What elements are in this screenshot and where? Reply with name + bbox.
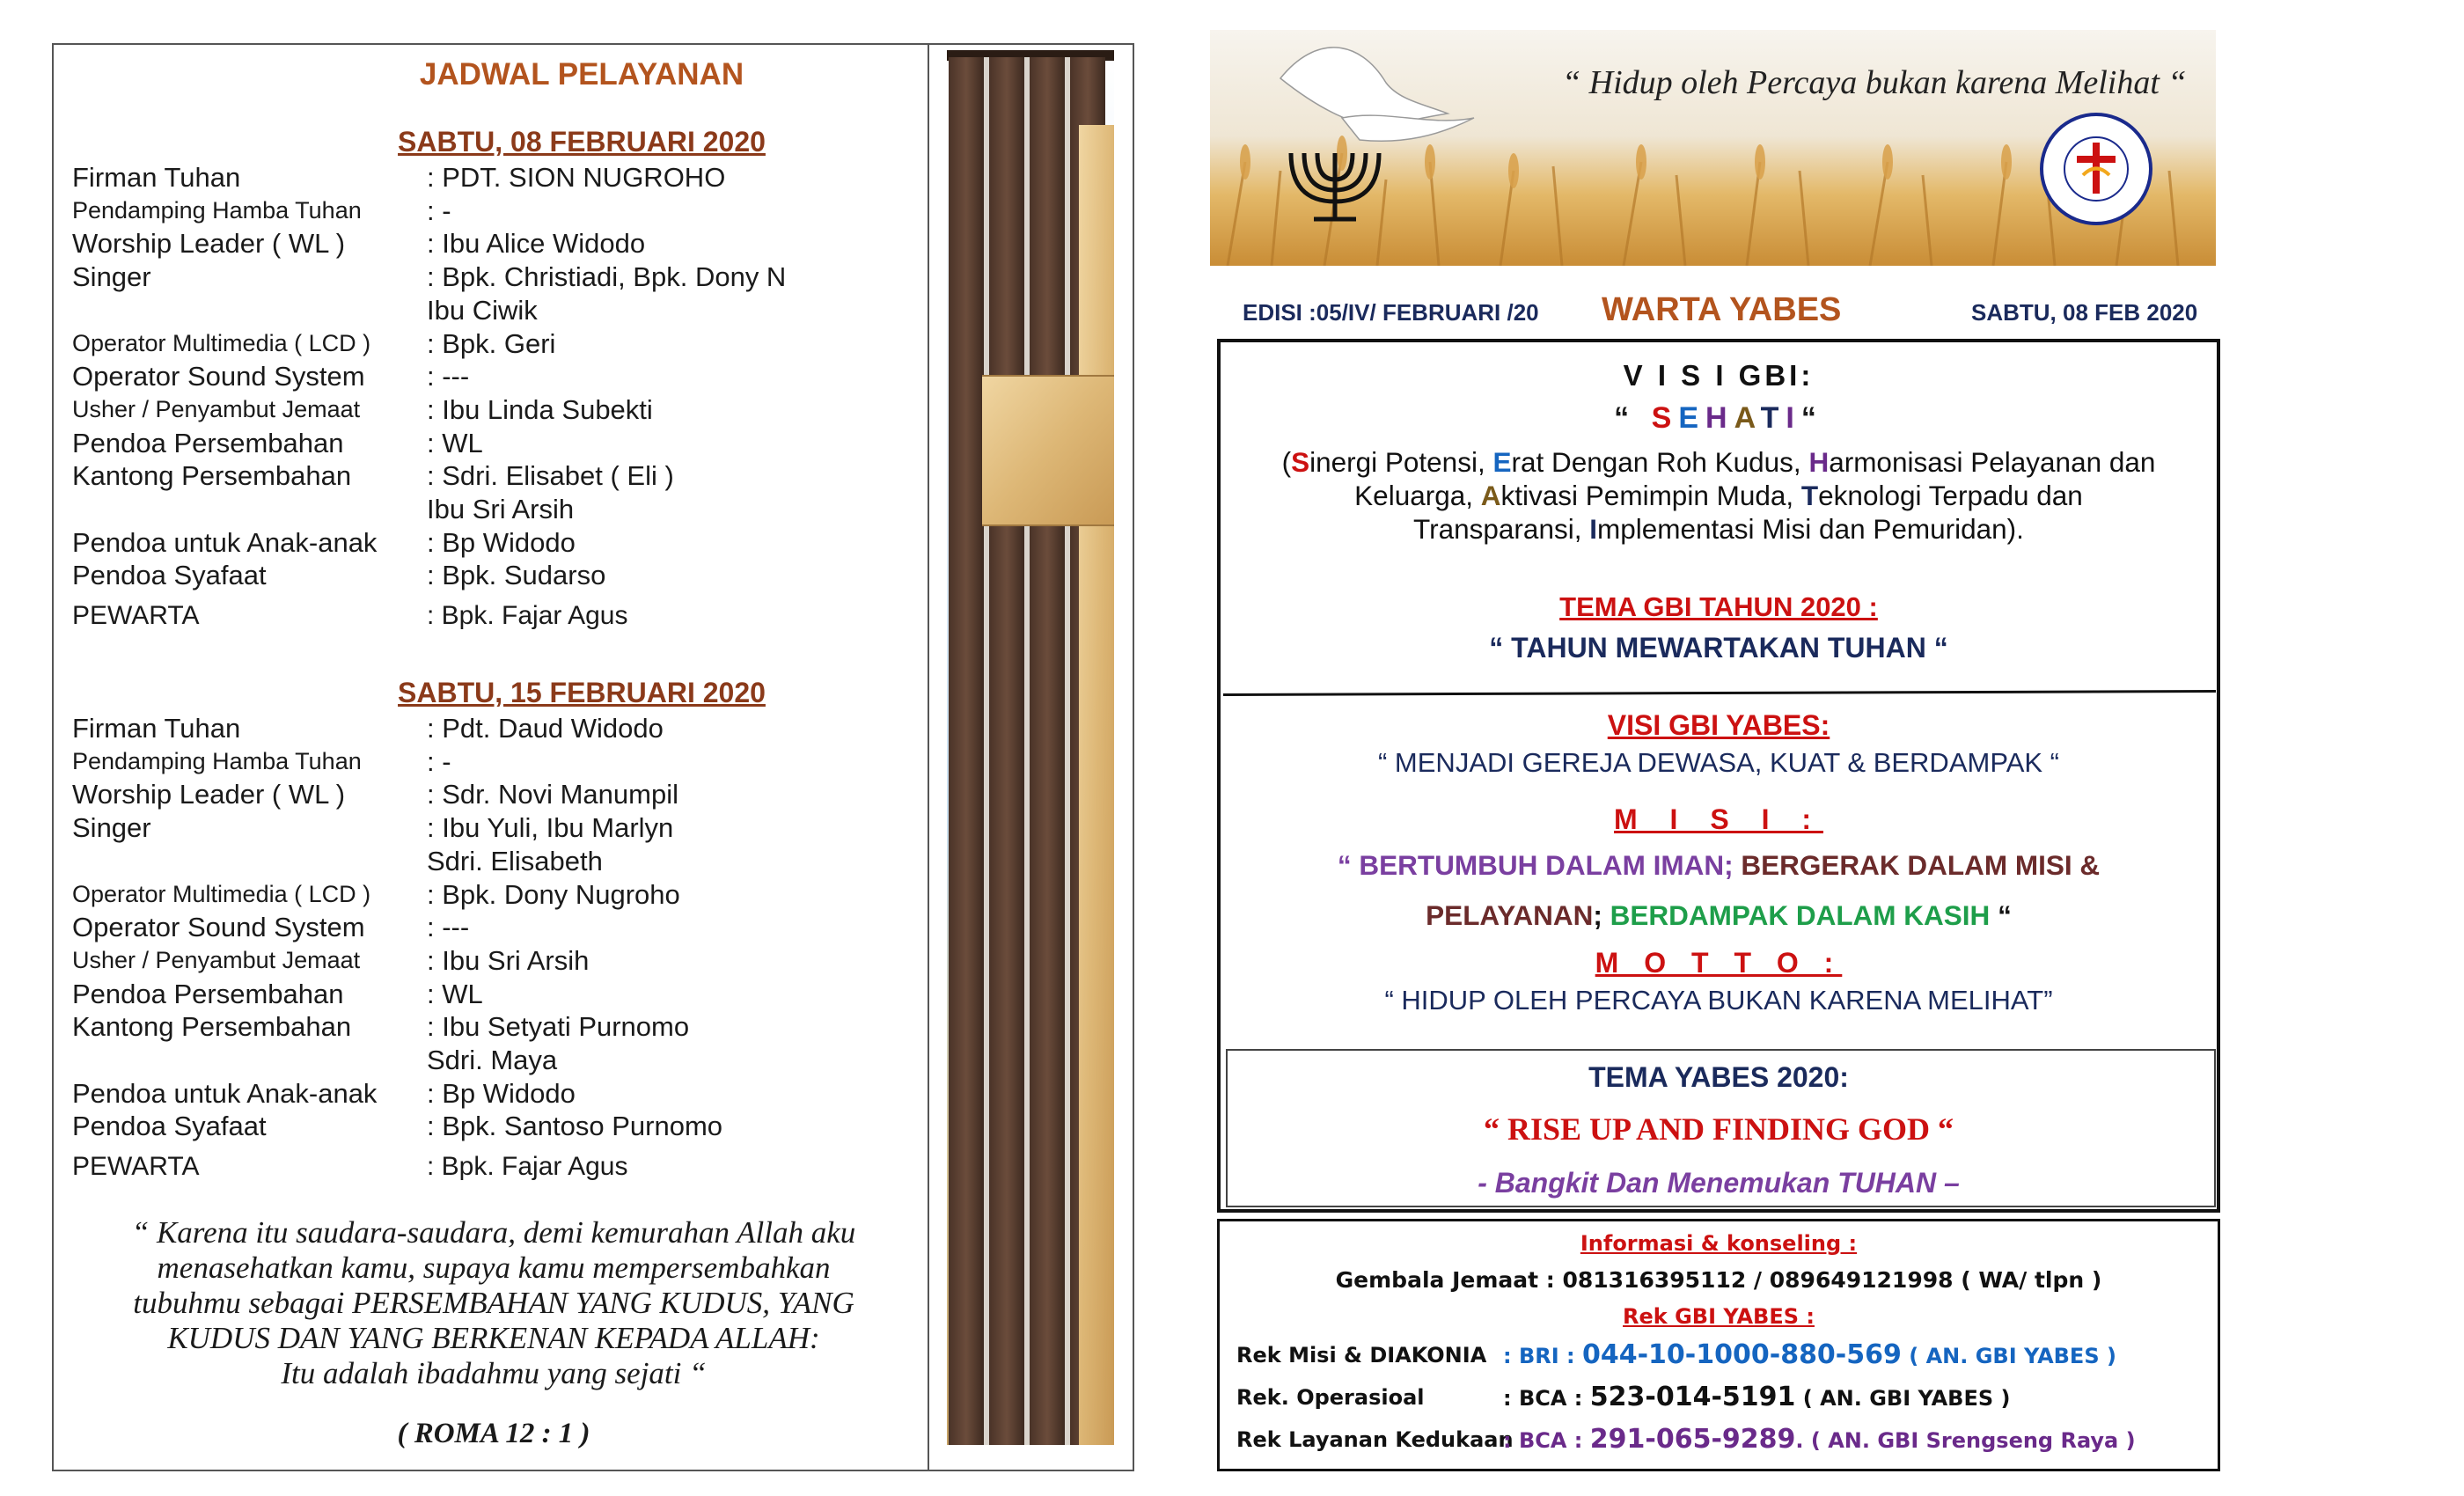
schedule-role: Singer	[72, 261, 151, 293]
schedule-person: : WL	[427, 427, 483, 458]
quote-mark: “	[1800, 401, 1823, 435]
schedule-row	[72, 1077, 917, 1111]
visi-text-segment: armonisasi Pelayanan dan Keluarga,	[1354, 446, 2156, 511]
motto-title: M O T T O :	[1595, 947, 1843, 979]
account-owner: ( AN. GBI YABES )	[1901, 1344, 2116, 1368]
visi-text-segment: inergi Potensi,	[1309, 446, 1493, 478]
schedule-row	[72, 393, 917, 427]
schedule-person: : PDT. SION NUGROHO	[427, 162, 726, 193]
schedule-person: : ---	[427, 361, 470, 392]
schedule-role	[72, 845, 427, 878]
schedule-person: : Bpk. Sudarso	[427, 560, 606, 591]
schedule-role: PEWARTA	[72, 601, 200, 631]
misi-text	[1217, 840, 2220, 941]
schedule-date-2: SABTU, 15 FEBRUARI 2020	[398, 677, 766, 708]
column-divider	[928, 43, 929, 1471]
schedule-person: Sdri. Elisabeth	[427, 845, 603, 876]
schedule-role: Pendoa Syafaat	[72, 1111, 267, 1142]
schedule-person: : -	[427, 194, 451, 226]
schedule-person: : Sdri. Elisabet ( Eli )	[427, 460, 674, 492]
bank-name: : BCA :	[1503, 1428, 1590, 1453]
schedule-row	[72, 459, 917, 493]
pastor-contact: Gembala Jemaat : 081316395112 / 089649121998 ( WA/ tlpn )	[1335, 1267, 2102, 1293]
schedule-role: Worship Leader ( WL )	[72, 228, 346, 260]
bulletin-date: SABTU, 08 FEB 2020	[1971, 299, 2198, 326]
schedule-person: : Bpk. Fajar Agus	[427, 1152, 628, 1182]
schedule-row	[72, 778, 917, 811]
bulletin-title: WARTA YABES	[1602, 291, 1842, 328]
account-value	[1503, 1339, 2116, 1370]
schedule-role	[72, 294, 427, 327]
visi-text-segment: H	[1808, 446, 1830, 478]
account-title: Rek GBI YABES :	[1623, 1304, 1815, 1329]
sehati-letter: I	[1786, 401, 1801, 435]
sehati-letter: A	[1734, 401, 1761, 435]
schedule-role: Kantong Persembahan	[72, 1011, 352, 1043]
visi-yabes-text: “ MENJADI GEREJA DEWASA, KUAT & BERDAMPAK “	[1378, 747, 2059, 778]
visi-text-segment: ktivasi Pemimpin Muda,	[1500, 480, 1801, 511]
schedule-person: Ibu Ciwik	[427, 294, 538, 326]
schedule-list-1	[72, 161, 917, 633]
sehati-acronym	[1217, 401, 2220, 436]
misi-text-segment: “	[1990, 899, 2012, 931]
schedule-person: : Ibu Yuli, Ibu Marlyn	[427, 812, 674, 844]
schedule-row	[72, 260, 917, 294]
schedule-person: : ---	[427, 912, 470, 943]
schedule-row	[72, 911, 917, 944]
schedule-row	[72, 745, 917, 779]
visi-text-segment: A	[1480, 480, 1501, 511]
schedule-role: Pendoa untuk Anak-anak	[72, 526, 378, 558]
schedule-person: : Ibu Linda Subekti	[427, 393, 653, 425]
sehati-letter: S	[1651, 401, 1679, 435]
schedule-row	[72, 493, 917, 526]
visi-gbi-description	[1217, 445, 2220, 546]
schedule-row	[72, 360, 917, 393]
schedule-row	[72, 845, 917, 878]
schedule-row	[72, 427, 917, 460]
schedule-person: : WL	[427, 978, 483, 1009]
schedule-role: Pendoa Persembahan	[72, 978, 344, 1009]
info-title: Informasi & konseling :	[1580, 1231, 1858, 1256]
schedule-title: JADWAL PELAYANAN	[419, 57, 744, 92]
schedule-list-2	[72, 712, 917, 1184]
schedule-row	[72, 1150, 917, 1184]
schedule-role: PEWARTA	[72, 1152, 200, 1182]
schedule-role: Kantong Persembahan	[72, 460, 352, 492]
schedule-role: Operator Sound System	[72, 912, 365, 943]
schedule-row	[72, 1010, 917, 1044]
schedule-row	[72, 327, 917, 361]
account-label: Rek Misi & DIAKONIA	[1236, 1343, 1487, 1368]
wooden-cross-icon	[947, 50, 1114, 1445]
schedule-person: : Pdt. Daud Widodo	[427, 713, 664, 744]
sehati-letter: H	[1705, 401, 1734, 435]
misi-text-segment: BERGERAK DALAM MISI & PELAYANAN	[1426, 849, 2101, 931]
schedule-row	[72, 712, 917, 745]
schedule-person: : Ibu Sri Arsih	[427, 944, 590, 976]
visi-text-segment: E	[1492, 446, 1512, 478]
schedule-role	[72, 493, 427, 526]
bank-name: : BRI :	[1503, 1344, 1582, 1368]
schedule-role: Usher / Penyambut Jemaat	[72, 395, 361, 422]
account-number: 291-065-9289	[1589, 1424, 1796, 1455]
schedule-row	[72, 944, 917, 978]
schedule-role: Operator Sound System	[72, 361, 365, 392]
visi-text-segment: rat Dengan Roh Kudus,	[1511, 446, 1809, 478]
schedule-person: : Bp Widodo	[427, 1077, 576, 1109]
account-owner: . ( AN. GBI Srengseng Raya )	[1795, 1428, 2136, 1453]
schedule-role: Singer	[72, 812, 151, 844]
account-value	[1503, 1424, 2136, 1455]
quote-mark: “	[1614, 401, 1652, 435]
misi-text-segment: ;	[1593, 899, 1610, 931]
schedule-person: : Bpk. Fajar Agus	[427, 601, 628, 631]
bible-verse-reference: ( ROMA 12 : 1 )	[397, 1418, 590, 1449]
schedule-row	[72, 194, 917, 228]
schedule-row	[72, 526, 917, 560]
visi-text-segment: mplementasi Misi dan Pemuridan).	[1596, 513, 2024, 545]
account-owner: ( AN. GBI YABES )	[1795, 1386, 2011, 1411]
tema-gbi-text: “ TAHUN MEWARTAKAN TUHAN “	[1489, 632, 1948, 664]
schedule-role: Firman Tuhan	[72, 162, 241, 193]
misi-text-segment: BERDAMPAK DALAM KASIH	[1610, 899, 1991, 931]
schedule-row	[72, 161, 917, 194]
schedule-role: Worship Leader ( WL )	[72, 779, 346, 810]
schedule-role: Operator Multimedia ( LCD )	[72, 329, 371, 356]
visi-text-segment: (	[1281, 446, 1292, 478]
schedule-person: : Ibu Setyati Purnomo	[427, 1011, 690, 1043]
edition-number: EDISI :05/IV/ FEBRUARI /20	[1243, 299, 1539, 326]
schedule-role: Pendoa Persembahan	[72, 427, 344, 458]
schedule-person: Sdri. Maya	[427, 1045, 558, 1076]
bank-name: : BCA :	[1503, 1386, 1590, 1411]
tema-yabes-subtitle: - Bangkit Dan Menemukan TUHAN –	[1478, 1167, 1960, 1199]
sehati-letter: T	[1760, 401, 1786, 435]
schedule-person: : Bpk. Christiadi, Bpk. Dony N	[427, 261, 787, 293]
tema-gbi-title: TEMA GBI TAHUN 2020 :	[1559, 591, 1878, 622]
tema-yabes-text: “ RISE UP AND FINDING GOD “	[1483, 1111, 1954, 1147]
visi-text-segment: eknologi Terpadu dan Transparansi,	[1413, 480, 2083, 545]
church-logo	[2042, 114, 2151, 224]
schedule-row	[72, 599, 917, 633]
schedule-role: Usher / Penyambut Jemaat	[72, 946, 361, 973]
schedule-role: Firman Tuhan	[72, 713, 241, 744]
wooden-cross-image	[947, 50, 1114, 1445]
schedule-row	[72, 811, 917, 845]
schedule-role: Pendoa Syafaat	[72, 560, 267, 591]
visi-text-segment: T	[1800, 480, 1819, 511]
tema-yabes-title: TEMA YABES 2020:	[1588, 1061, 1849, 1093]
sehati-letter: E	[1678, 401, 1705, 435]
motto-text: “ HIDUP OLEH PERCAYA BUKAN KARENA MELIHAT”	[1384, 985, 2053, 1016]
misi-text-segment: “ BERTUMBUH DALAM IMAN;	[1337, 849, 1742, 881]
schedule-person: : Bpk. Santoso Purnomo	[427, 1111, 723, 1142]
visi-gbi-title: V I S I GBI:	[1623, 359, 1815, 392]
schedule-row	[72, 978, 917, 1011]
schedule-person: : Bpk. Dony Nugroho	[427, 878, 680, 910]
account-value	[1503, 1382, 2010, 1412]
schedule-row	[72, 878, 917, 912]
schedule-role: Pendamping Hamba Tuhan	[72, 747, 362, 774]
schedule-person: : Bp Widodo	[427, 526, 576, 558]
schedule-person: Ibu Sri Arsih	[427, 494, 575, 525]
visi-yabes-title: VISI GBI YABES:	[1607, 709, 1830, 741]
account-number: 523-014-5191	[1589, 1382, 1796, 1412]
schedule-row	[72, 1110, 917, 1143]
schedule-role: Pendoa untuk Anak-anak	[72, 1077, 378, 1109]
schedule-row	[72, 227, 917, 260]
schedule-date-1: SABTU, 08 FEBRUARI 2020	[398, 126, 766, 158]
schedule-role: Operator Multimedia ( LCD )	[72, 880, 371, 907]
banner-quote: “ Hidup oleh Percaya bukan karena Melihat “	[1562, 64, 2187, 101]
schedule-row	[72, 1044, 917, 1077]
schedule-row	[72, 294, 917, 327]
misi-title: M I S I :	[1614, 803, 1823, 835]
schedule-person: : Ibu Alice Widodo	[427, 228, 646, 260]
schedule-row	[72, 559, 917, 592]
account-label: Rek Layanan Kedukaan	[1236, 1427, 1514, 1452]
schedule-person: : Sdr. Novi Manumpil	[427, 779, 678, 810]
schedule-role: Pendamping Hamba Tuhan	[72, 196, 362, 224]
account-number: 044-10-1000-880-569	[1581, 1339, 1902, 1370]
schedule-person: : -	[427, 745, 451, 777]
bible-verse: “ Karena itu saudara-saudara, demi kemurahan Allah aku menasehatkan kamu, supaya kamu mempersembahkan tubuhmu sebagai PERSEMBAHAN YANG KUDUS, YANG KUDUS DAN YANG BERKENAN KEPADA ALLAH: Itu adalah ibadahmu yang sejati “	[131, 1215, 856, 1390]
schedule-person: : Bpk. Geri	[427, 327, 556, 359]
account-label: Rek. Operasioal	[1236, 1385, 1425, 1410]
schedule-role	[72, 1044, 427, 1077]
visi-text-segment: I	[1589, 513, 1597, 545]
visi-text-segment: S	[1291, 446, 1310, 478]
